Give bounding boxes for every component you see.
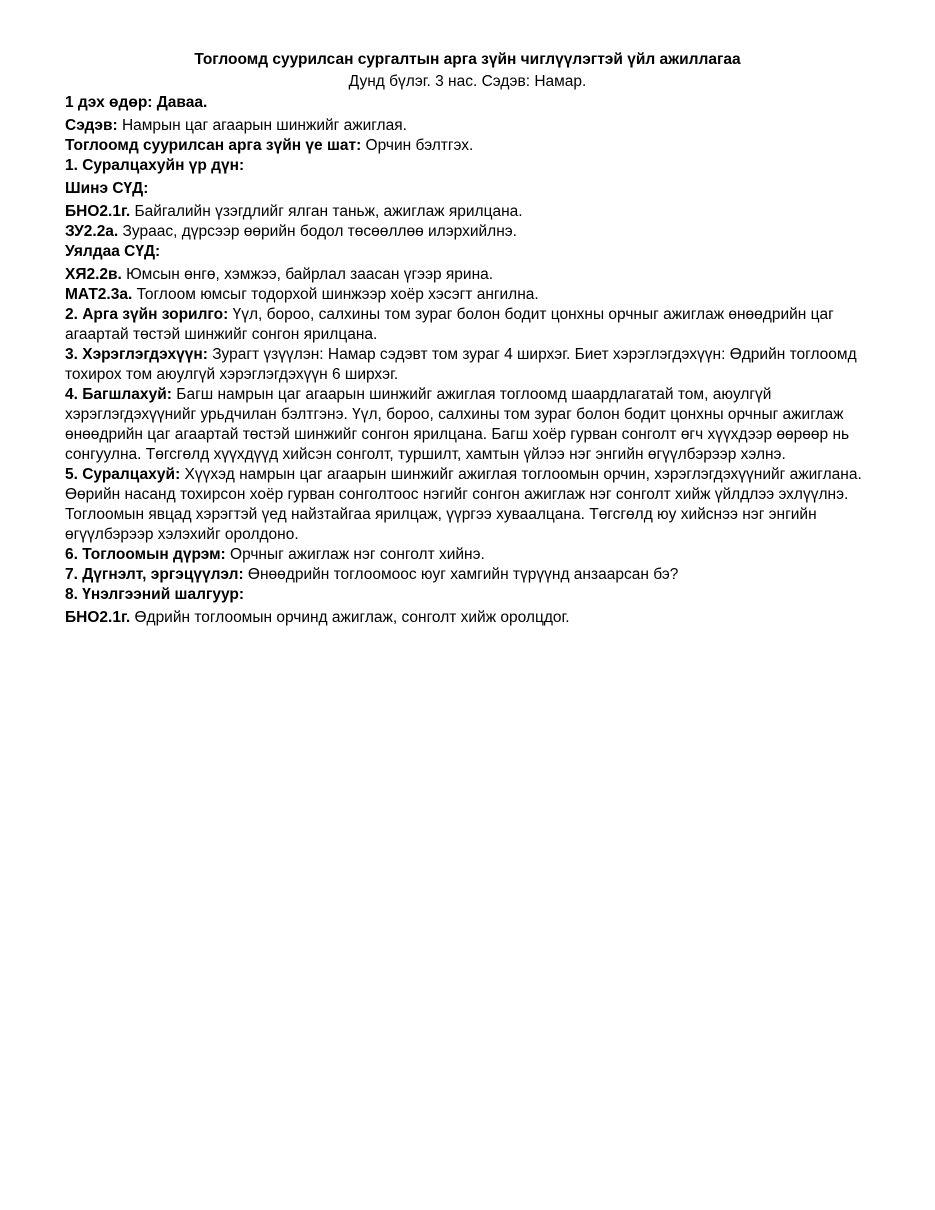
cont-sud-item (65, 265, 870, 285)
section-goal (65, 305, 870, 345)
outcomes-heading: 1. Суралцахуйн үр дүн: (65, 157, 245, 174)
topic-label: Сэдэв: (65, 117, 118, 134)
sud-text: Байгалийн үзэгдлийг ялган таньж, ажиглаж ярилцана. (130, 203, 523, 220)
sud-text: Тоглоом юмсыг тодорхой шинжээр хоёр хэсэгт ангилна. (132, 286, 539, 303)
section-text: Үүл, бороо, салхины том зураг болон бодит цонхны орчныг ажиглаж өнөөдрийн цаг агаартай төстэй шинжийг сонгон ярилцана. (65, 306, 834, 343)
new-sud-item (65, 222, 870, 242)
sud-text: Зураас, дүрсээр өөрийн бодол төсөөллөө илэрхийлнэ. (118, 223, 517, 240)
section-reflection (65, 565, 870, 585)
criteria-text: Өдрийн тоглоомын орчинд ажиглаж, сонголт хийж оролцдог. (130, 609, 570, 626)
section-learning (65, 465, 870, 545)
document-title: Тоглоомд суурилсан сургалтын арга зүйн чиглүүлэгтэй үйл ажиллагаа (194, 51, 741, 68)
section-label: 3. Хэрэглэгдэхүүн: (65, 346, 208, 363)
document-subtitle: Дунд бүлэг. 3 нас. Сэдэв: Намар. (348, 73, 587, 90)
section-teaching (65, 385, 870, 465)
cont-sud-heading: Уялдаа СҮД: (65, 243, 161, 260)
criteria-item (65, 608, 870, 628)
sud-code: БНО2.1г. (65, 203, 131, 220)
new-sud-heading: Шинэ СҮД: (65, 180, 149, 197)
topic-line (65, 116, 870, 136)
section-text: Орчныг ажиглаж нэг сонголт хийнэ. (225, 546, 485, 563)
section-label: 5. Суралцахуй: (65, 466, 181, 483)
cont-sud-item (65, 285, 870, 305)
sud-code: МАТ2.3а. (65, 286, 133, 303)
method-label: Тоглоомд суурилсан арга зүйн үе шат: (65, 137, 362, 154)
section-rules (65, 545, 870, 565)
section-text: Өнөөдрийн тоглоомоос юуг хамгийн түрүүнд анзаарсан бэ? (243, 566, 679, 583)
method-line (65, 136, 870, 156)
document-page (65, 50, 870, 628)
method-text: Орчин бэлтгэх. (361, 137, 474, 154)
section-text: Багш намрын цаг агаарын шинжийг ажиглая тоглоомд шаардлагатай том, аюулгүй хэрэглэгдэхүүнийг урьдчилан бэлтгэнэ. Үүл, бороо, салхины том зураг болон бодит цонхны орчныг ажиглаж өнөөдрийн цаг агаартай төстэй шинжийг сонгон ярилцана. Багш хоёр гурван сонголт өгч хүүхдээр өөрөөр нь сонгуулна. Төгсгөлд хүүхдүүд хийсэн сонголт, туршилт, хамтын үйлээ нэг энгийн өгүүлбэрээр хэлнэ. (65, 386, 850, 463)
section-label: 6. Тоглоомын дүрэм: (65, 546, 226, 563)
new-sud-item (65, 202, 870, 222)
sud-code: ХЯ2.2в. (65, 266, 122, 283)
sud-text: Юмсын өнгө, хэмжээ, байрлал заасан үгээр ярина. (121, 266, 494, 283)
section-label: 4. Багшлахуй: (65, 386, 172, 403)
section-text: Хүүхэд намрын цаг агаарын шинжийг ажиглая тоглоомын орчин, хэрэглэгдэхүүнийг ажиглана. Өөрийн насанд тохирсон хоёр гурван сонголтоос нэгийг сонгон ажиглаж нэг сонголт хийж үйлдлээ эхлүүлнэ. Тоглоомын явцад хэрэгтэй үед найзтайгаа ярилцаж, үүргээ хуваалцана. Төгсгөлд юу хийснээ нэг энгийн өгүүлбэрээр хэлэхийг оролдоно. (65, 466, 862, 543)
criteria-heading: 8. Үнэлгээний шалгуур: (65, 586, 245, 603)
topic-text: Намрын цаг агаарын шинжийг ажиглая. (117, 117, 407, 134)
day-heading: 1 дэх өдөр: Даваа. (65, 94, 208, 111)
section-label: 2. Арга зүйн зорилго: (65, 306, 229, 323)
section-text: Зурагт үзүүлэн: Намар сэдэвт том зураг 4 ширхэг. Биет хэрэглэгдэхүүн: Өдрийн тоглоомд тохирох том аюулгүй хэрэглэгдэхүүн 6 ширхэг. (65, 346, 857, 383)
criteria-code: БНО2.1г. (65, 609, 131, 626)
sud-code: ЗУ2.2а. (65, 223, 119, 240)
section-materials (65, 345, 870, 385)
section-label: 7. Дүгнэлт, эргэцүүлэл: (65, 566, 244, 583)
